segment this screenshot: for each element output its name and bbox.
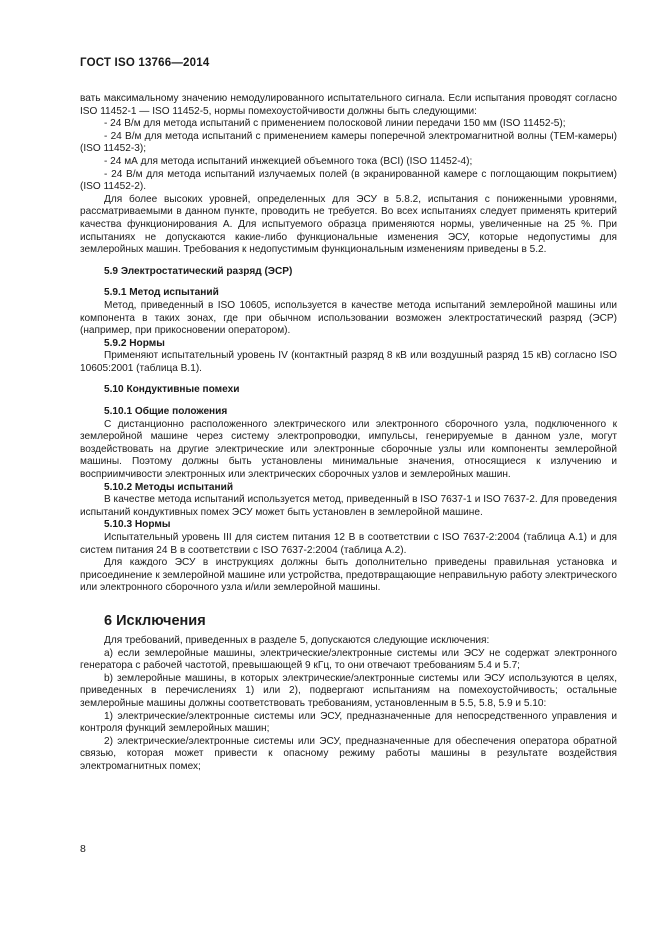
paragraph: Применяют испытательный уровень IV (контактный разряд 8 кВ или воздушный разряд 15 кВ) согласно ISO 10605:2001 (таблица В.1). [80, 350, 617, 374]
subsection-heading-5-9-1: 5.9.1 Метод испытаний [104, 287, 219, 299]
paragraph: Для требований, приведенных в разделе 5, допускаются следующие исключения: [104, 634, 490, 646]
paragraph: вать максимальному значению немодулированного испытательного сигнала. Если испытания проводят согласно ISO 11452-1 — ISO 11452-5, нормы помехоустойчивости должны быть следующими: [80, 93, 617, 117]
subsection-heading-5-10-3: 5.10.3 Нормы [104, 519, 171, 531]
paragraph: Метод, приведенный в ISO 10605, используется в качестве метода испытаний землеройной машины или компонента в таких зонах, где при обычном использовании возможен электростатический разряд (ЭСР) (например, при прикосновении оператором). [80, 299, 617, 337]
list-item: - 24 В/м для метода испытаний с применением камеры поперечной электромагнитной волны (ТЕМ-камеры) (ISO 11452-3); [80, 130, 617, 155]
paragraph: Для каждого ЭСУ в инструкциях должны быть дополнительно приведены правильная установка и присоединение к землеройной машине или устройства, предотвращающие неправильную работу электрического или электронного сборочного узла и/или землеройной машины. [80, 557, 617, 594]
list-item: b) землеройные машины, в которых электрические/электронные системы или ЭСУ используются в целях, приведенных в перечислениях 1) или 2), подвергают испытаниям на помехоустойчивость; остальные землеройные машины должны соответствовать требованиям, установленным в 5.5, 5.8, 5.9 и 5.10: [80, 672, 617, 709]
page-header: ГОСТ ISO 13766—2014 [80, 57, 210, 69]
paragraph: Для более высоких уровней, определенных для ЭСУ в 5.8.2, испытания с пониженными уровнями, рассматриваемыми в данном пункте, проводить не требуется. Во всех испытаниях следует применять критерий качества функционирования А. Для испытуемого образца применяются нормы, увеличенные на 25 %. При испытаниях не допускаются какие-либо функциональные изменения ЭСУ, которые недопустимы для землеройных машин. Требования к недопустимым функциональным изменениям приведены в 5.2. [80, 193, 617, 256]
paragraph: Испытательный уровень III для систем питания 12 В в соответствии с ISO 7637-2:2004 (таблица А.1) и для систем питания 24 В в соответствии с ISO 7637-2:2004 (таблица А.2). [80, 532, 617, 556]
section-heading-5-10: 5.10 Кондуктивные помехи [104, 384, 240, 396]
document-body [80, 93, 617, 774]
page-number: 8 [80, 843, 86, 855]
list-item: - 24 мА для метода испытаний инжекцией объемного тока (BCI) (ISO 11452-4); [104, 155, 473, 167]
list-item: 1) электрические/электронные системы или ЭСУ, предназначенные для непосредственного управления и контроля функций землеройных машин; [80, 710, 617, 735]
paragraph: С дистанционно расположенного электрического или электронного сборочного узла, подключенного к землеройной машине через систему электропроводки, импульсы, генерируемые в данном узле, могут воздействовать на другие электрические или электронные сборочные узлы или компоненты землеройной машины. Поэтому должны быть установлены минимальные значения, относящиеся к излучению и восприимчивости электронных или электрических сборочных узлов и землеройных машин. [80, 418, 617, 481]
list-item: 2) электрические/электронные системы или ЭСУ, предназначенные для обеспечения оператора обратной связью, которая может привести к опасному режиму работы машины в результате воздействия электромагнитных помех; [80, 735, 617, 772]
subsection-heading-5-10-2: 5.10.2 Методы испытаний [104, 481, 234, 493]
subsection-heading-5-9-2: 5.9.2 Нормы [104, 337, 165, 349]
list-item: - 24 В/м для метода испытаний с применением полосковой линии передачи 150 мм (ISO 11452-5); [104, 118, 566, 130]
section-heading-5-9: 5.9 Электростатический разряд (ЭСР) [104, 265, 293, 277]
list-item: - 24 В/м для метода испытаний излучаемых полей (в экранированной камере с поглощающим покрытием) (ISO 11452-2). [80, 168, 617, 193]
paragraph: В качестве метода испытаний используется метод, приведенный в ISO 7637-1 и ISO 7637-2. Для проведения испытаний кондуктивных помех ЭСУ может быть установлен в землеройной машине. [80, 494, 617, 518]
list-item: a) если землеройные машины, электрические/электронные системы или ЭСУ не содержат электронного генератора с рабочей частотой, превышающей 9 кГц, то они отвечают требованиям 5.4 и 5.7; [80, 647, 617, 672]
subsection-heading-5-10-1: 5.10.1 Общие положения [104, 406, 228, 418]
chapter-heading-6: 6 Исключения [104, 612, 206, 629]
